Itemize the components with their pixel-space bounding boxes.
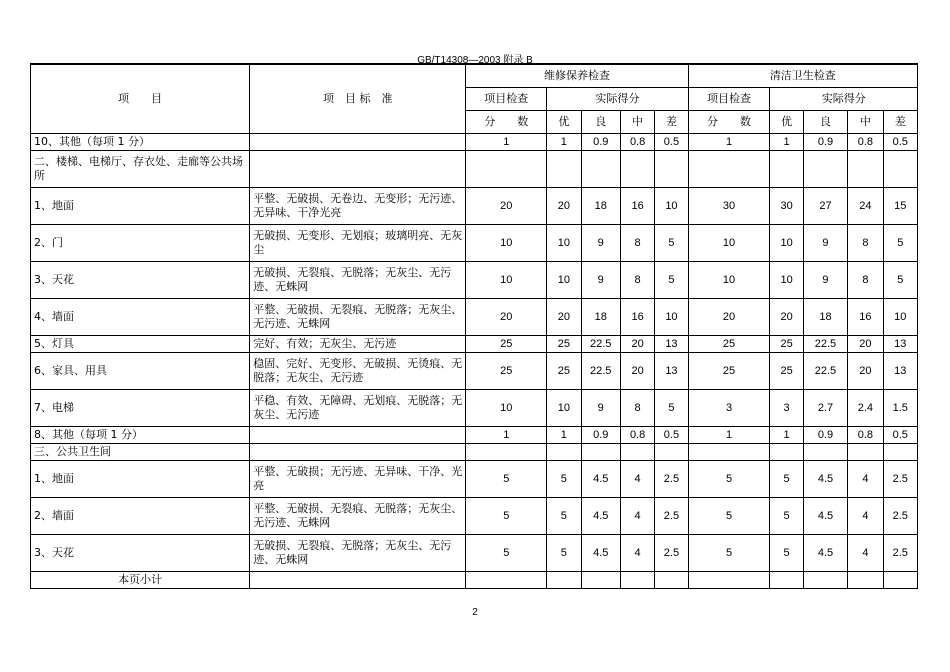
cleaning-score-cell: 5 [688,461,770,498]
subtotal-cell [620,572,654,589]
maintenance-score-cell: 9 [581,225,620,262]
cleaning-score-cell [883,444,917,461]
cleaning-score-cell: 5 [688,498,770,535]
cleaning-score-cell: 8 [848,225,883,262]
cleaning-score-cell: 5 [770,535,803,572]
standard-cell [250,134,466,151]
subtotal-cell [250,572,466,589]
standard-cell: 平稳、有效、无障碍、无划痕、无脱落；无灰尘、无污迹 [250,390,466,427]
standard-cell: 平整、无破损、无裂痕、无脱落；无灰尘、无污迹、无蛛网 [250,299,466,336]
document-header: GB/T14308—2003 附录 B [417,55,533,66]
maintenance-score-cell: 20 [466,188,547,225]
maint-grade-medium: 中 [620,111,654,134]
maintenance-score-cell: 1 [466,134,547,151]
cleaning-score-cell: 0.8 [848,134,883,151]
maintenance-score-cell: 8 [620,262,654,299]
clean-item-check-score-label: 分 数 [688,111,770,134]
cleaning-score-cell: 3 [770,390,803,427]
item-cell: 5、灯具 [31,336,250,353]
page-number: 2 [472,607,478,618]
maintenance-score-cell: 0.8 [620,134,654,151]
maintenance-score-cell: 5 [466,461,547,498]
cleaning-score-cell [803,444,847,461]
cleaning-score-cell: 10 [688,262,770,299]
cleaning-score-cell: 2.5 [883,498,917,535]
clean-grade-medium: 中 [848,111,883,134]
maintenance-score-cell: 10 [547,225,581,262]
clean-grade-poor: 差 [883,111,917,134]
maintenance-score-cell: 10 [466,262,547,299]
maintenance-score-cell: 20 [620,336,654,353]
header-row-1 [31,65,918,88]
maintenance-score-cell: 10 [655,299,688,336]
maintenance-score-cell: 20 [547,299,581,336]
standard-cell: 平整、无破损、无裂痕、无脱落；无灰尘、无污迹、无蛛网 [250,498,466,535]
maintenance-score-cell [581,151,620,188]
item-cell: 2、墙面 [31,498,250,535]
standard-cell: 无破损、无裂痕、无脱落；无灰尘、无污迹、无蛛网 [250,262,466,299]
cleaning-score-cell: 22.5 [803,353,847,390]
maintenance-score-cell [655,444,688,461]
cleaning-score-cell: 0.9 [803,427,847,444]
standard-cell: 无破损、无裂痕、无脱落；无灰尘、无污迹、无蛛网 [250,535,466,572]
cleaning-score-cell: 27 [803,188,847,225]
maintenance-score-cell: 1 [547,427,581,444]
cleaning-score-cell: 25 [770,336,803,353]
maint-actual-score-header: 实际得分 [547,88,688,111]
subtotal-label: 本页小计 [31,572,250,589]
cleaning-score-cell: 30 [688,188,770,225]
maintenance-score-cell: 0.5 [655,134,688,151]
maintenance-score-cell: 5 [547,535,581,572]
cleaning-score-cell: 25 [688,353,770,390]
cleaning-score-cell: 8 [848,262,883,299]
subtotal-cell [547,572,581,589]
subtotal-cell [803,572,847,589]
maintenance-score-cell: 5 [466,498,547,535]
cleaning-score-cell [770,444,803,461]
cleaning-score-cell [803,151,847,188]
maintenance-score-cell: 0.8 [620,427,654,444]
table-row [31,390,918,427]
standard-cell: 稳固、完好、无变形、无破损、无烫痕、无脱落；无灰尘、无污迹 [250,353,466,390]
cleaning-score-cell: 25 [688,336,770,353]
maintenance-score-cell: 5 [655,225,688,262]
cleaning-score-cell: 1 [770,427,803,444]
cleaning-score-cell: 13 [883,353,917,390]
maintenance-score-cell: 18 [581,188,620,225]
maintenance-score-cell: 5 [655,262,688,299]
cleaning-score-cell [770,151,803,188]
cleaning-score-cell: 5 [688,535,770,572]
item-cell: 三、公共卫生间 [31,444,250,461]
maintenance-score-cell: 1 [547,134,581,151]
cleaning-score-cell: 13 [883,336,917,353]
maintenance-score-cell: 4 [620,535,654,572]
maintenance-score-cell: 2.5 [655,535,688,572]
table-row [31,498,918,535]
item-cell: 1、地面 [31,461,250,498]
cleaning-score-cell: 2.4 [848,390,883,427]
cleaning-score-cell: 9 [803,225,847,262]
cleaning-score-cell: 0.5 [883,134,917,151]
cleaning-score-cell: 1 [688,427,770,444]
maintenance-score-cell: 25 [466,353,547,390]
cleaning-score-cell: 20 [848,353,883,390]
cleaning-score-cell: 1 [770,134,803,151]
cleaning-score-cell: 0.9 [803,134,847,151]
subtotal-cell [848,572,883,589]
standard-cell: 无破损、无变形、无划痕；玻璃明亮、无灰尘 [250,225,466,262]
item-cell: 2、门 [31,225,250,262]
table-row [31,353,918,390]
maintenance-score-cell: 10 [547,390,581,427]
standard-column-header: 项 目 标 准 [250,65,466,134]
table-row [31,427,918,444]
item-cell: 1、地面 [31,188,250,225]
cleaning-score-cell: 10 [770,262,803,299]
maintenance-score-cell: 9 [581,262,620,299]
maint-grade-poor: 差 [655,111,688,134]
standard-cell [250,444,466,461]
subtotal-cell [581,572,620,589]
cleaning-score-cell: 5 [770,498,803,535]
standard-cell [250,151,466,188]
cleaning-score-cell: 10 [770,225,803,262]
cleaning-score-cell: 2.5 [883,535,917,572]
maintenance-score-cell: 16 [620,299,654,336]
subtotal-cell [655,572,688,589]
cleaning-score-cell [688,444,770,461]
cleaning-score-cell: 5 [883,225,917,262]
item-cell: 3、天花 [31,262,250,299]
maintenance-score-cell: 10 [547,262,581,299]
cleaning-score-cell: 18 [803,299,847,336]
subtotal-cell [466,572,547,589]
cleaning-score-cell: 3 [688,390,770,427]
maintenance-score-cell [655,151,688,188]
table-row [31,262,918,299]
maintenance-score-cell: 10 [466,225,547,262]
cleaning-score-cell: 0.8 [848,427,883,444]
maintenance-score-cell: 13 [655,353,688,390]
subtotal-cell [883,572,917,589]
maintenance-score-cell: 22.5 [581,353,620,390]
maintenance-score-cell: 2.5 [655,498,688,535]
maintenance-score-cell [547,444,581,461]
maintenance-score-cell: 20 [547,188,581,225]
maintenance-score-cell: 0.9 [581,427,620,444]
cleaning-score-cell: 1 [688,134,770,151]
cleaning-score-cell: 4 [848,461,883,498]
table-row [31,134,918,151]
item-column-header: 项 目 [31,65,250,134]
maint-item-check-score-label: 分 数 [466,111,547,134]
maintenance-score-cell: 4 [620,461,654,498]
cleaning-score-cell: 4 [848,535,883,572]
clean-actual-score-header: 实际得分 [770,88,918,111]
table-row [31,461,918,498]
cleaning-score-cell [883,151,917,188]
maintenance-score-cell: 4.5 [581,535,620,572]
maintenance-score-cell: 4.5 [581,498,620,535]
cleaning-score-cell: 20 [770,299,803,336]
subtotal-row [31,572,918,589]
cleaning-score-cell: 22.5 [803,336,847,353]
cleaning-score-cell: 5 [883,262,917,299]
cleaning-score-cell: 0.5 [883,427,917,444]
maintenance-score-cell: 20 [620,353,654,390]
cleaning-score-cell: 15 [883,188,917,225]
cleaning-score-cell: 24 [848,188,883,225]
clean-grade-excellent: 优 [770,111,803,134]
maintenance-score-cell [620,444,654,461]
maintenance-score-cell: 4 [620,498,654,535]
cleaning-score-cell [848,444,883,461]
maintenance-score-cell: 5 [655,390,688,427]
item-cell: 3、天花 [31,535,250,572]
maintenance-score-cell: 0.5 [655,427,688,444]
cleaning-score-cell: 30 [770,188,803,225]
standard-cell: 完好、有效；无灰尘、无污迹 [250,336,466,353]
maintenance-score-cell: 5 [466,535,547,572]
cleaning-score-cell: 16 [848,299,883,336]
cleaning-score-cell: 4.5 [803,461,847,498]
cleaning-score-cell: 25 [770,353,803,390]
maintenance-score-cell: 10 [655,188,688,225]
cleaning-score-cell: 20 [688,299,770,336]
standard-cell: 平整、无破损；无污迹、无异味、干净、光亮 [250,461,466,498]
cleaning-score-cell [848,151,883,188]
subtotal-cell [770,572,803,589]
item-cell: 10、其他（每项 1 分） [31,134,250,151]
cleaning-score-cell: 2.5 [883,461,917,498]
maintenance-score-cell [466,151,547,188]
maintenance-score-cell: 25 [547,336,581,353]
maintenance-score-cell: 18 [581,299,620,336]
maintenance-score-cell: 5 [547,498,581,535]
maint-grade-good: 良 [581,111,620,134]
cleaning-score-cell: 4.5 [803,498,847,535]
maintenance-score-cell: 8 [620,225,654,262]
inspection-table [30,64,918,589]
table-row [31,225,918,262]
maintenance-score-cell: 8 [620,390,654,427]
table-row [31,336,918,353]
standard-cell: 平整、无破损、无卷边、无变形；无污迹、无异味、干净光亮 [250,188,466,225]
cleaning-score-cell: 5 [770,461,803,498]
cleaning-score-cell: 4.5 [803,535,847,572]
maintenance-group-header: 维修保养检查 [466,65,688,88]
maintenance-score-cell: 20 [466,299,547,336]
cleaning-score-cell: 10 [688,225,770,262]
cleaning-score-cell: 9 [803,262,847,299]
maintenance-score-cell: 13 [655,336,688,353]
cleaning-score-cell: 1.5 [883,390,917,427]
item-cell: 7、电梯 [31,390,250,427]
maintenance-score-cell [466,444,547,461]
item-cell: 6、家具、用具 [31,353,250,390]
maintenance-score-cell: 22.5 [581,336,620,353]
table-row [31,299,918,336]
cleaning-score-cell: 10 [883,299,917,336]
table-row [31,151,918,188]
subtotal-cell [688,572,770,589]
maintenance-score-cell: 25 [547,353,581,390]
maint-grade-excellent: 优 [547,111,581,134]
cleaning-score-cell [688,151,770,188]
maintenance-score-cell: 2.5 [655,461,688,498]
maintenance-score-cell: 16 [620,188,654,225]
maintenance-score-cell: 10 [466,390,547,427]
table-row [31,535,918,572]
maintenance-score-cell [547,151,581,188]
item-cell: 二、楼梯、电梯厅、存衣处、走廊等公共场所 [31,151,250,188]
maintenance-score-cell: 9 [581,390,620,427]
maintenance-score-cell: 5 [547,461,581,498]
maintenance-score-cell [620,151,654,188]
cleaning-score-cell: 4 [848,498,883,535]
cleaning-score-cell: 2.7 [803,390,847,427]
standard-cell [250,427,466,444]
table-row [31,188,918,225]
item-cell: 4、墙面 [31,299,250,336]
maintenance-score-cell [581,444,620,461]
item-cell: 8、其他（每项 1 分） [31,427,250,444]
maintenance-score-cell: 25 [466,336,547,353]
maint-item-check-header: 项目检查 [466,88,547,111]
cleaning-score-cell: 20 [848,336,883,353]
maintenance-score-cell: 1 [466,427,547,444]
clean-grade-good: 良 [803,111,847,134]
maintenance-score-cell: 0.9 [581,134,620,151]
cleaning-group-header: 清洁卫生检查 [688,65,917,88]
table-row [31,444,918,461]
maintenance-score-cell: 4.5 [581,461,620,498]
clean-item-check-header: 项目检查 [688,88,770,111]
